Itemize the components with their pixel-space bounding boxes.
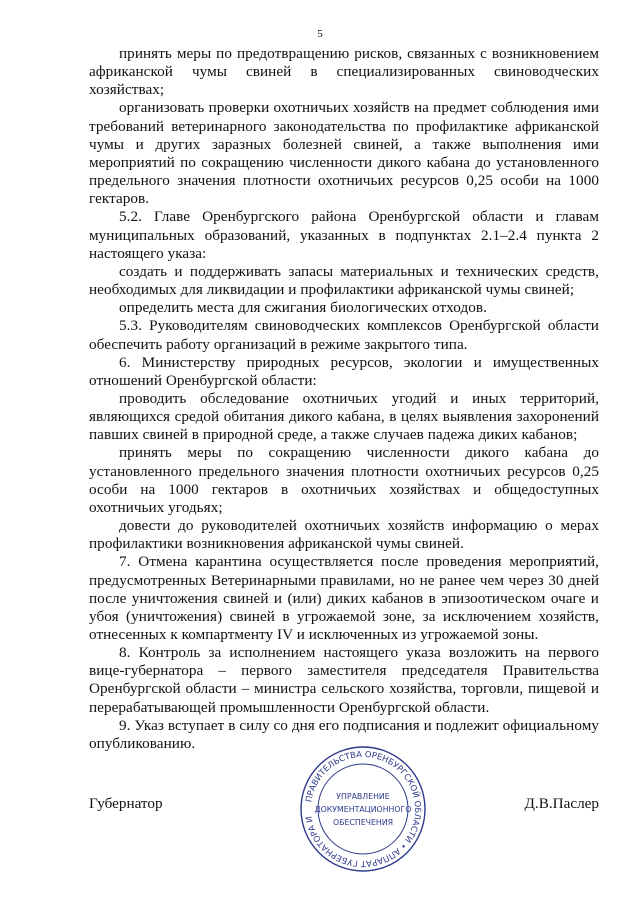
seal-center-line-1: УПРАВЛЕНИЕ [336, 792, 390, 801]
signer-name: Д.В.Паслер [524, 795, 599, 812]
official-seal [296, 745, 430, 873]
paragraph-7: 6. Министерству природных ресурсов, экологии и имущественных отношений Оренбургской области: [89, 353, 599, 389]
paragraph-1: принять меры по предотвращению рисков, связанных с возникновением африканской чумы свиней в специализированных свиноводческих хозяйствах; [89, 45, 599, 99]
paragraph-2: организовать проверки охотничьих хозяйств на предмет соблюдения ими требований ветеринарного законодательства по профилактике африканской чумы и других заразных болезней свиней, а также выполнения ими мероприятий по сокращению численности дикого кабана до установленного предельного значения плотности охотничьих ресурсов 0,25 особи на 1000 гектаров. [89, 99, 599, 208]
seal-center-line-3: ОБЕСПЕЧЕНИЯ [332, 818, 394, 827]
paragraph-8: проводить обследование охотничьих угодий и иных территорий, являющихся средой обитания дикого кабана, в целях выявления захоронений павших свиней в природной среде, а также случаев падежа диких кабанов; [89, 389, 599, 444]
paragraph-6: 5.3. Руководителям свиноводческих комплексов Оренбургской области обеспечить работу организаций в режиме закрытого типа. [89, 317, 599, 353]
seal-ring-text: ПРАВИТЕЛЬСТВА ОРЕНБУРГСКОЙ ОБЛАСТИ • АППАРАТ ГУБЕРНАТОРА И [303, 748, 424, 870]
paragraph-11: 7. Отмена карантина осуществляется после проведения мероприятий, предусмотренных Ветеринарными правилами, но не ранее чем через 30 дней после уничтожения свиней и (или) диких кабанов в эпизоотическом очаге и убоя (уничтожения) свиней в угрожаемой зоне, за исключением хозяйств, отнесенных к компартменту IV и исключенных из угрожаемой зоны. [89, 553, 599, 643]
paragraph-5: определить места для сжигания биологических отходов. [119, 299, 487, 317]
paragraph-4: создать и поддерживать запасы материальных и технических средств, необходимых для ликвидации и профилактики африканской чумы свиней; [89, 262, 599, 299]
paragraph-12: 8. Контроль за исполнением настоящего указа возложить на первого вице-губернатора – первого заместителя председателя Правительства Оренбургской области – министра сельского хозяйства, торговли, пищевой и перерабатывающей промышленности Оренбургской области. [89, 644, 599, 716]
document-body [89, 45, 599, 753]
signature-block [0, 745, 640, 875]
paragraph-9: принять меры по сокращению численности дикого кабана до установленного предельного значения плотности охотничьих ресурсов 0,25 особи на 1000 гектаров в охотничьих хозяйствах и общедоступных охотничьих угодьях; [89, 444, 599, 516]
paragraph-13: 9. Указ вступает в силу со дня его подписания и подлежит официальному опубликованию. [89, 716, 599, 752]
paragraph-10: довести до руководителей охотничьих хозяйств информацию о мерах профилактики возникновения африканской чумы свиней. [89, 517, 599, 553]
signer-title: Губернатор [89, 795, 163, 812]
seal-center-line-2: ДОКУМЕНТАЦИОННОГО [314, 805, 412, 814]
page-number: 5 [317, 28, 323, 40]
paragraph-3: 5.2. Главе Оренбургского района Оренбургской области и главам муниципальных образований, указанных в подпунктах 2.1–2.4 пункта 2 настоящего указа: [89, 208, 599, 262]
